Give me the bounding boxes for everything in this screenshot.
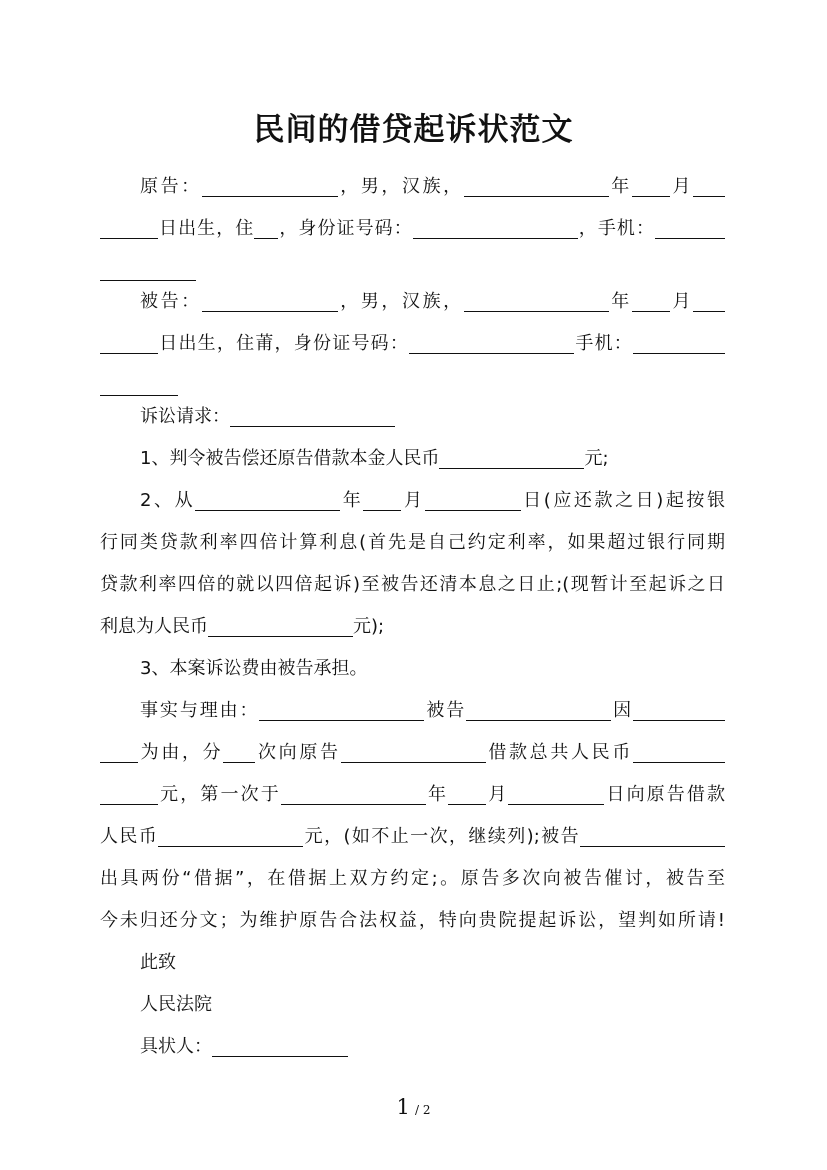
blank xyxy=(100,374,178,396)
text: 日出生，住 xyxy=(158,218,255,239)
defendant-label: 被告： xyxy=(140,291,202,312)
text: 诉讼请求： xyxy=(140,406,230,427)
text: 元; xyxy=(584,448,609,469)
text: 2、从 xyxy=(140,490,196,511)
blank xyxy=(693,175,725,197)
blank xyxy=(439,447,584,469)
text: 手机： xyxy=(574,333,634,354)
blank xyxy=(158,825,303,847)
text: 元，第一次于 xyxy=(158,784,281,805)
blank xyxy=(281,783,426,805)
claim-1 xyxy=(100,447,725,471)
plaintiff-line-1 xyxy=(100,175,725,199)
blank xyxy=(208,615,353,637)
text: 3、本案诉讼费由被告承担。 xyxy=(140,658,368,679)
text: 利息为人民币 xyxy=(100,616,208,637)
text: 年 xyxy=(425,784,449,805)
blank xyxy=(580,825,725,847)
document-title: 民间的借贷起诉状范文 xyxy=(253,112,574,148)
text: 年 xyxy=(608,176,632,197)
text: 事实与理由： xyxy=(140,700,260,721)
blank xyxy=(230,405,395,427)
blank xyxy=(100,332,158,354)
text: 日向原告借款 xyxy=(604,784,726,805)
defendant-line-2 xyxy=(100,332,725,356)
text: 今未归还分文；为维护原告合法权益，特向贵院提起诉讼，望判如所请! xyxy=(100,910,725,931)
text: 元，(如不止一次，继续列);被告 xyxy=(303,826,581,847)
text: 借款总共人民币 xyxy=(485,742,634,763)
blank xyxy=(413,217,578,239)
facts-line-6 xyxy=(100,909,725,933)
blank xyxy=(100,741,138,763)
blank xyxy=(633,741,725,763)
text: 贷款利率四倍的就以四倍起诉)至被告还清本息之日止;(现暂计至起诉之日 xyxy=(100,574,725,595)
blank xyxy=(223,741,255,763)
page-number xyxy=(0,1095,827,1119)
blank xyxy=(100,783,158,805)
blank xyxy=(195,489,340,511)
blank xyxy=(633,332,725,354)
signer-line xyxy=(100,1035,725,1059)
blank xyxy=(202,290,338,312)
text: 具状人： xyxy=(140,1036,212,1057)
blank xyxy=(633,699,725,721)
facts-line-1 xyxy=(100,699,725,723)
defendant-line-3 xyxy=(100,374,725,398)
blank xyxy=(693,290,725,312)
text: 年 xyxy=(608,291,632,312)
blank xyxy=(632,175,670,197)
blank xyxy=(425,489,521,511)
facts-line-2 xyxy=(100,741,725,765)
defendant-line-1 xyxy=(100,290,725,314)
blank xyxy=(508,783,604,805)
text: 日出生，住莆，身份证号码： xyxy=(158,333,410,354)
claim-2-line-4 xyxy=(100,615,725,639)
text: 月 xyxy=(401,490,425,511)
text: ，男，汉族， xyxy=(337,291,464,312)
claim-2-line-1 xyxy=(100,489,725,513)
text: 被告 xyxy=(424,700,467,721)
blank xyxy=(632,290,670,312)
claim-3 xyxy=(100,657,725,681)
text: ，手机： xyxy=(577,218,656,239)
facts-line-5 xyxy=(100,867,725,891)
blank xyxy=(100,217,158,239)
court-name: 人民法院 xyxy=(140,994,212,1015)
text: 月 xyxy=(669,291,694,312)
blank xyxy=(363,489,401,511)
page-current: 1 xyxy=(396,1095,410,1119)
text: ，男，汉族， xyxy=(337,176,464,197)
text: 为由，分 xyxy=(138,742,224,763)
blank xyxy=(212,1035,348,1057)
text: 出具两份“借据”，在借据上双方约定;。原告多次向被告催讨，被告至 xyxy=(100,868,725,889)
blank xyxy=(448,783,486,805)
text: 行同类贷款利率四倍计算利息(首先是自己约定利率，如果超过银行同期 xyxy=(100,532,725,553)
blank xyxy=(464,175,609,197)
text: 月 xyxy=(669,176,694,197)
text: 日(应还款之日)起按银 xyxy=(520,490,726,511)
blank xyxy=(202,175,338,197)
blank xyxy=(655,217,725,239)
blank xyxy=(254,217,278,239)
blank xyxy=(409,332,574,354)
text: 1、判令被告偿还原告借款本金人民币 xyxy=(140,448,440,469)
blank xyxy=(341,741,486,763)
text: 月 xyxy=(486,784,509,805)
closing-salutation: 此致 xyxy=(140,952,176,973)
text: 因 xyxy=(611,700,634,721)
plaintiff-line-2 xyxy=(100,217,725,241)
text: 人民币 xyxy=(100,826,159,847)
plaintiff-label: 原告： xyxy=(140,176,202,197)
blank xyxy=(100,259,196,281)
text: ，身份证号码： xyxy=(278,218,413,239)
claims-heading xyxy=(100,405,725,429)
claim-2-line-2 xyxy=(100,531,725,555)
facts-line-3 xyxy=(100,783,725,807)
facts-line-4 xyxy=(100,825,725,849)
blank xyxy=(259,699,424,721)
text: 次向原告 xyxy=(255,742,341,763)
plaintiff-line-3 xyxy=(100,259,725,283)
text: 年 xyxy=(340,490,364,511)
text: 元); xyxy=(353,616,385,637)
page-total: / 2 xyxy=(414,1103,431,1117)
claim-2-line-3 xyxy=(100,573,725,597)
blank xyxy=(464,290,609,312)
blank xyxy=(466,699,611,721)
